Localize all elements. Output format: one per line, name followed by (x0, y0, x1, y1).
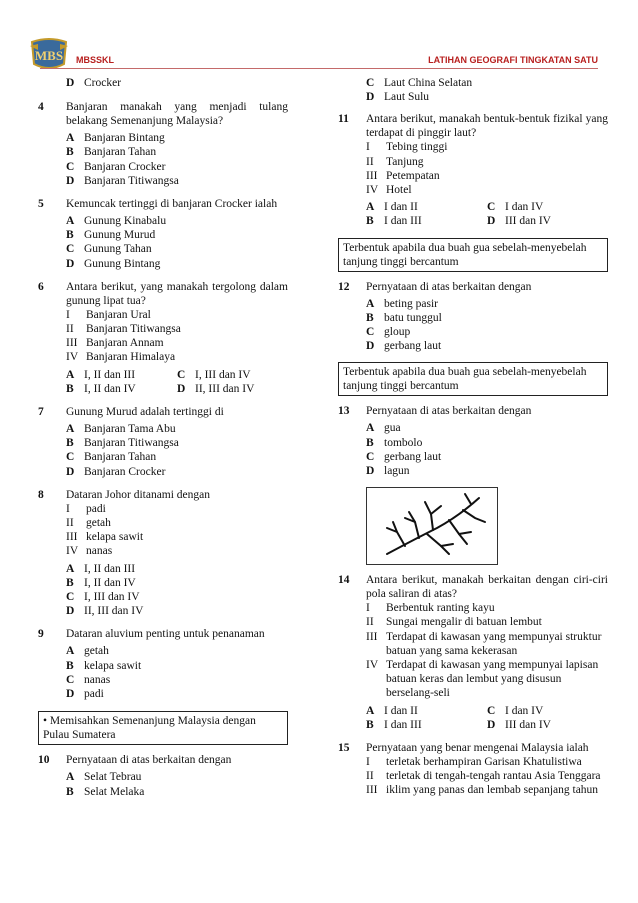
option-key: B (66, 229, 74, 242)
question-number: 15 (338, 742, 350, 755)
option-text: I dan IV (505, 704, 544, 717)
question-stem: Pernyataan di atas berkaitan dengan (366, 405, 532, 418)
option-key: A (366, 201, 375, 214)
option-row (66, 214, 288, 228)
option-row (66, 450, 288, 464)
question-7 (38, 405, 288, 479)
question-5 (38, 197, 288, 271)
roman-key: IV (66, 545, 79, 558)
option-text: II, III dan IV (84, 605, 144, 618)
answer-grid (366, 704, 608, 732)
lead-options (338, 76, 608, 104)
option-key: D (366, 340, 375, 353)
school-logo (28, 36, 70, 72)
question-6 (38, 280, 288, 396)
roman-key: I (66, 308, 70, 321)
question-stem: Gunung Murud adalah tertinggi di (66, 406, 224, 419)
option-text: I dan IV (505, 201, 544, 214)
option-key: D (66, 174, 75, 187)
question-8 (38, 488, 288, 619)
answer-cell (366, 214, 487, 228)
option-row (66, 257, 288, 271)
option-key: A (66, 771, 75, 784)
stimulus-box: • Memisahkan Semenanjung Malaysia dengan Pulau Sumatera (38, 711, 288, 745)
option-text: Gunung Bintang (84, 257, 161, 270)
answer-cell (66, 368, 177, 382)
option-key: B (366, 718, 374, 731)
option-key: B (66, 659, 74, 672)
option-key: C (366, 77, 375, 89)
roman-key: I (366, 141, 370, 154)
question-number: 14 (338, 574, 350, 587)
roman-item (66, 544, 288, 558)
option-text: tombolo (384, 436, 423, 449)
option-key: D (66, 688, 75, 701)
roman-text: Terdapat di kawasan yang mempunyai struktur batuan yang sama kekerasan (386, 630, 602, 657)
option-row (66, 422, 288, 436)
option-text: II, III dan IV (195, 382, 255, 395)
option-text: I, III dan IV (84, 591, 140, 604)
options (66, 644, 288, 701)
question-number: 5 (38, 198, 44, 211)
option-text: gerbang laut (384, 450, 442, 463)
roman-text: Petempatan (386, 169, 440, 182)
option-key: A (366, 704, 375, 717)
option-text: Banjaran Bintang (84, 132, 165, 145)
option-row (66, 76, 288, 90)
roman-item (366, 630, 608, 658)
right-column (338, 76, 608, 807)
option-text: Banjaran Crocker (84, 465, 166, 478)
option-text: I dan II (384, 704, 418, 717)
roman-key: I (66, 502, 70, 515)
answer-cell (66, 382, 177, 396)
option-key: D (66, 605, 75, 618)
option-text: Crocker (84, 77, 122, 89)
roman-text: Hotel (386, 184, 412, 197)
option-key: B (66, 576, 74, 589)
roman-text: iklim yang panas dan lembab sepanjang tahun (386, 784, 599, 797)
roman-key: II (366, 155, 374, 168)
roman-text: padi (86, 502, 106, 515)
roman-key: III (66, 337, 78, 350)
option-key: A (66, 132, 75, 145)
roman-item (366, 769, 608, 783)
option-text: nanas (84, 673, 111, 686)
option-text: III dan IV (505, 215, 551, 228)
roman-text: terletak di tengah-tengah rantau Asia Tenggara (386, 770, 601, 783)
roman-text: Banjaran Ural (86, 308, 151, 321)
roman-item (66, 350, 288, 364)
option-row (66, 131, 288, 145)
option-row (66, 562, 288, 576)
option-key: A (366, 422, 375, 435)
option-key: D (66, 77, 75, 89)
option-row (366, 325, 608, 339)
roman-text: kelapa sawit (86, 531, 144, 544)
options (66, 770, 288, 798)
option-text: Banjaran Crocker (84, 160, 166, 173)
roman-text: Tanjung (386, 155, 424, 168)
option-row (66, 687, 288, 701)
option-row (366, 339, 608, 353)
option-row (66, 145, 288, 159)
option-row (366, 436, 608, 450)
option-text: Banjaran Tahan (84, 146, 157, 159)
question-number: 13 (338, 405, 350, 418)
option-row (66, 659, 288, 673)
option-text: III dan IV (505, 718, 551, 731)
roman-item (366, 169, 608, 183)
roman-text: Banjaran Annam (86, 337, 164, 350)
roman-key: II (66, 517, 74, 530)
roman-key: IV (366, 659, 379, 672)
option-key: B (366, 311, 374, 324)
answer-cell (487, 200, 608, 214)
option-key: C (487, 704, 496, 717)
option-text: kelapa sawit (84, 659, 142, 672)
option-key: C (66, 243, 75, 256)
svg-text:MBS: MBS (34, 48, 64, 63)
roman-text: getah (86, 517, 111, 530)
option-row (366, 297, 608, 311)
option-text: Selat Melaka (84, 785, 145, 798)
option-key: A (66, 215, 75, 228)
question-number: 6 (38, 280, 44, 293)
question-number: 10 (38, 754, 50, 767)
option-row (366, 76, 608, 90)
roman-item (366, 155, 608, 169)
options (66, 131, 288, 188)
option-row (366, 450, 608, 464)
roman-item (366, 140, 608, 154)
question-number: 9 (38, 628, 44, 641)
roman-item (66, 336, 288, 350)
option-row (66, 604, 288, 618)
option-row (66, 228, 288, 242)
option-row (66, 785, 288, 799)
question-15 (338, 741, 608, 798)
option-text: Gunung Murud (84, 229, 156, 242)
options (66, 562, 288, 619)
question-number: 7 (38, 406, 44, 419)
question-11 (338, 112, 608, 228)
option-text: Laut China Selatan (384, 77, 473, 89)
roman-text: Banjaran Himalaya (86, 351, 176, 364)
question-12 (338, 280, 608, 354)
option-key: D (66, 465, 75, 478)
roman-item (366, 783, 608, 797)
question-stem: Pernyataan yang benar mengenai Malaysia ialah (366, 742, 589, 755)
option-row (66, 770, 288, 784)
option-row (366, 90, 608, 104)
question-stem: Dataran Johor ditanami dengan (66, 488, 211, 501)
options (366, 297, 608, 354)
options (66, 214, 288, 271)
question-number: 11 (338, 113, 349, 126)
roman-key: III (366, 169, 378, 182)
stimulus-box: Terbentuk apabila dua buah gua sebelah-menyebelah tanjung tinggi bercantum (338, 362, 608, 396)
roman-key: II (366, 616, 374, 629)
header-school: MBSSKL (76, 55, 114, 65)
roman-key: II (66, 323, 74, 336)
answer-cell (366, 704, 487, 718)
answer-grid (366, 200, 608, 228)
option-key: D (177, 382, 186, 395)
option-text: I, III dan IV (195, 368, 251, 381)
roman-item (66, 530, 288, 544)
option-key: C (177, 368, 186, 381)
answer-cell (487, 704, 608, 718)
option-key: B (366, 215, 374, 228)
question-stem: Antara berikut, yang manakah tergolong dalam gunung lipat tua? (66, 280, 288, 307)
roman-text: Berbentuk ranting kayu (386, 602, 495, 615)
option-text: batu tunggul (384, 311, 442, 324)
option-key: C (366, 450, 375, 463)
option-text: padi (84, 688, 104, 701)
roman-key: III (66, 531, 78, 544)
option-key: A (66, 645, 75, 658)
option-row (66, 673, 288, 687)
roman-text: terletak berhampiran Garisan Khatulistiwa (386, 756, 582, 769)
option-key: D (366, 465, 375, 478)
roman-key: I (366, 602, 370, 615)
header-title: LATIHAN GEOGRAFI TINGKATAN SATU (428, 55, 598, 65)
roman-item (366, 658, 608, 701)
option-row (66, 242, 288, 256)
option-text: beting pasir (384, 297, 438, 310)
option-key: D (366, 91, 375, 104)
option-text: gua (384, 422, 401, 435)
option-text: I, II dan III (84, 562, 136, 575)
option-key: B (66, 437, 74, 450)
option-text: I dan II (384, 201, 418, 214)
option-text: Gunung Tahan (84, 243, 152, 256)
option-row (66, 436, 288, 450)
option-text: Banjaran Titiwangsa (84, 174, 179, 187)
option-key: D (487, 718, 496, 731)
option-text: Banjaran Tama Abu (84, 423, 176, 436)
option-text: lagun (384, 465, 410, 478)
option-key: D (66, 257, 75, 270)
option-text: getah (84, 645, 109, 658)
option-text: I dan III (384, 215, 422, 228)
roman-item (366, 183, 608, 197)
roman-text: Sungai mengalir di batuan lembut (386, 616, 542, 629)
question-number: 8 (38, 488, 44, 501)
option-key: A (66, 423, 75, 436)
roman-item (366, 615, 608, 629)
drainage-pattern-figure (366, 487, 498, 565)
roman-text: Tebing tinggi (386, 141, 448, 154)
question-stem: Antara berikut, manakah berkaitan dengan ciri-ciri pola saliran di atas? (366, 574, 608, 601)
option-key: B (66, 785, 74, 798)
option-text: Banjaran Tahan (84, 451, 157, 464)
roman-text: Banjaran Titiwangsa (86, 323, 181, 336)
option-key: C (366, 326, 375, 339)
option-key: B (66, 382, 74, 395)
option-key: C (66, 451, 75, 464)
roman-key: II (366, 770, 374, 783)
question-4 (38, 100, 288, 188)
roman-item (66, 516, 288, 530)
option-text: gerbang laut (384, 340, 442, 353)
roman-item (66, 308, 288, 322)
stimulus-box: Terbentuk apabila dua buah gua sebelah-menyebelah tanjung tinggi bercantum (338, 238, 608, 272)
left-column (38, 76, 288, 808)
option-key: C (66, 160, 75, 173)
roman-key: III (366, 784, 378, 797)
option-row (366, 464, 608, 478)
roman-text: nanas (86, 545, 113, 558)
option-row (66, 160, 288, 174)
question-stem: Pernyataan di atas berkaitan dengan (366, 280, 532, 293)
answer-cell (366, 718, 487, 732)
question-stem: Antara berikut, manakah bentuk-bentuk fizikal yang terdapat di pinggir laut? (366, 113, 608, 140)
option-key: C (66, 673, 75, 686)
option-text: Banjaran Titiwangsa (84, 437, 179, 450)
option-key: D (487, 215, 496, 228)
option-text: gloup (384, 326, 411, 339)
option-row (66, 465, 288, 479)
answer-cell (487, 214, 608, 228)
option-row (366, 311, 608, 325)
roman-key: I (366, 756, 370, 769)
option-row (66, 174, 288, 188)
roman-key: III (366, 630, 378, 643)
roman-text: Terdapat di kawasan yang mempunyai lapisan batuan keras dan lembut yang disusun berselang-seli (386, 659, 599, 700)
option-text: Laut Sulu (384, 91, 430, 104)
option-row (66, 576, 288, 590)
question-13 (338, 404, 608, 478)
answer-cell (487, 718, 608, 732)
option-row (66, 644, 288, 658)
question-10 (38, 753, 288, 798)
question-14 (338, 573, 608, 732)
question-stem: Kemuncak tertinggi di banjaran Crocker ialah (66, 198, 278, 211)
header-rule (40, 68, 598, 69)
option-key: C (66, 591, 75, 604)
roman-item (366, 601, 608, 615)
option-text: I, II dan IV (84, 576, 136, 589)
question-stem: Banjaran manakah yang menjadi tulang belakang Semenanjung Malaysia? (66, 101, 288, 128)
option-row (66, 590, 288, 604)
option-text: I dan III (384, 718, 422, 731)
question-number: 4 (38, 101, 44, 114)
option-key: B (66, 146, 74, 159)
answer-grid (66, 368, 288, 396)
answer-cell (366, 200, 487, 214)
option-key: C (487, 201, 496, 214)
roman-item (66, 502, 288, 516)
options (366, 421, 608, 478)
option-text: I, II dan IV (84, 382, 136, 395)
roman-item (366, 755, 608, 769)
option-text: Gunung Kinabalu (84, 215, 167, 228)
option-key: A (366, 297, 375, 310)
options (66, 422, 288, 479)
question-stem: Pernyataan di atas berkaitan dengan (66, 754, 232, 767)
question-9 (38, 627, 288, 701)
option-row (366, 421, 608, 435)
answer-cell (177, 382, 288, 396)
option-key: B (366, 436, 374, 449)
question-number: 12 (338, 280, 350, 293)
option-text: Selat Tebrau (84, 771, 142, 784)
roman-item (66, 322, 288, 336)
question-stem: Dataran aluvium penting untuk penanaman (66, 628, 265, 641)
option-key: A (66, 562, 75, 575)
option-key: A (66, 368, 75, 381)
roman-key: IV (366, 184, 379, 197)
lead-option (38, 76, 288, 90)
option-text: I, II dan III (84, 368, 136, 381)
roman-key: IV (66, 351, 79, 364)
answer-cell (177, 368, 288, 382)
